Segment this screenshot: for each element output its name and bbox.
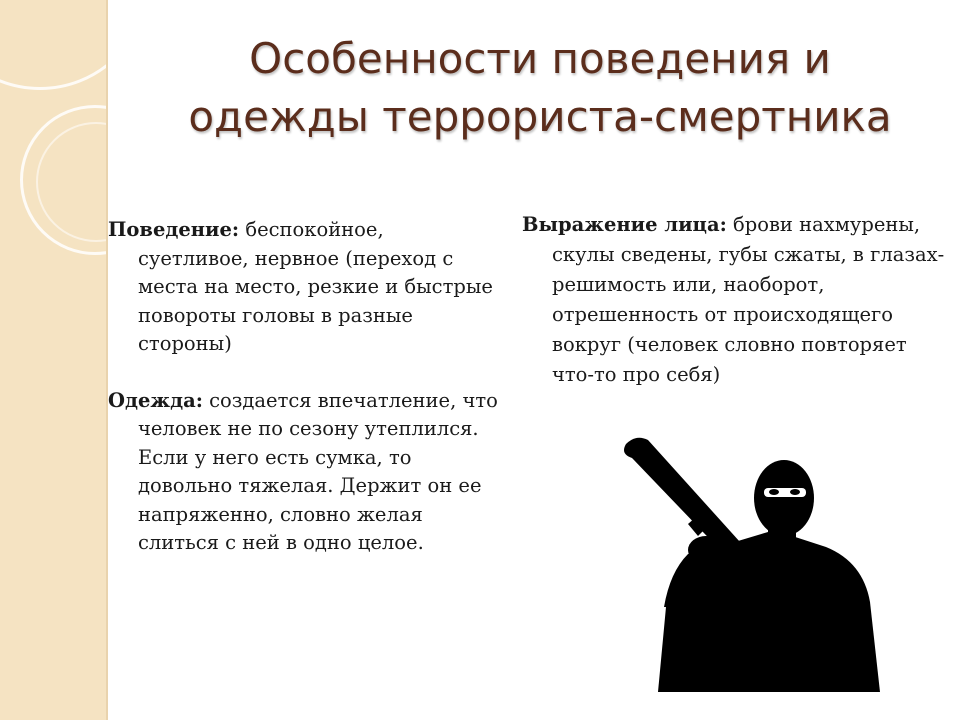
clothing-paragraph — [108, 387, 498, 558]
behavior-text: беспокойное, суетливое, нервное (переход с места на место, резкие и быстрые повороты головы в разные стороны) — [138, 218, 493, 355]
behavior-label: Поведение: — [108, 218, 240, 241]
clothing-text: создается впечатление, что человек не по сезону утеплился. Если у него есть сумка, то довольно тяжелая. Держит он ее напряженно, словно желая слиться с ней в одно целое. — [138, 388, 498, 554]
face-paragraph — [522, 210, 952, 390]
title-line-1: Особенности поведения и — [249, 34, 831, 83]
right-column — [522, 210, 952, 390]
title-line-2: одежды террориста-смертника — [188, 92, 892, 141]
left-column — [108, 216, 498, 558]
behavior-paragraph — [108, 216, 498, 359]
armed-silhouette-icon — [618, 432, 898, 692]
face-text: брови нахмурены, скулы сведены, губы сжаты, в глазах- решимость или, наоборот, отрешенность от происходящего вокруг (человек словно повторяет что-то про себя) — [552, 213, 945, 386]
clothing-label: Одежда: — [108, 388, 203, 412]
decorative-ring — [0, 0, 106, 90]
face-label: Выражение лица: — [522, 213, 727, 236]
slide-title — [140, 30, 940, 146]
decorative-side-band — [0, 0, 106, 720]
